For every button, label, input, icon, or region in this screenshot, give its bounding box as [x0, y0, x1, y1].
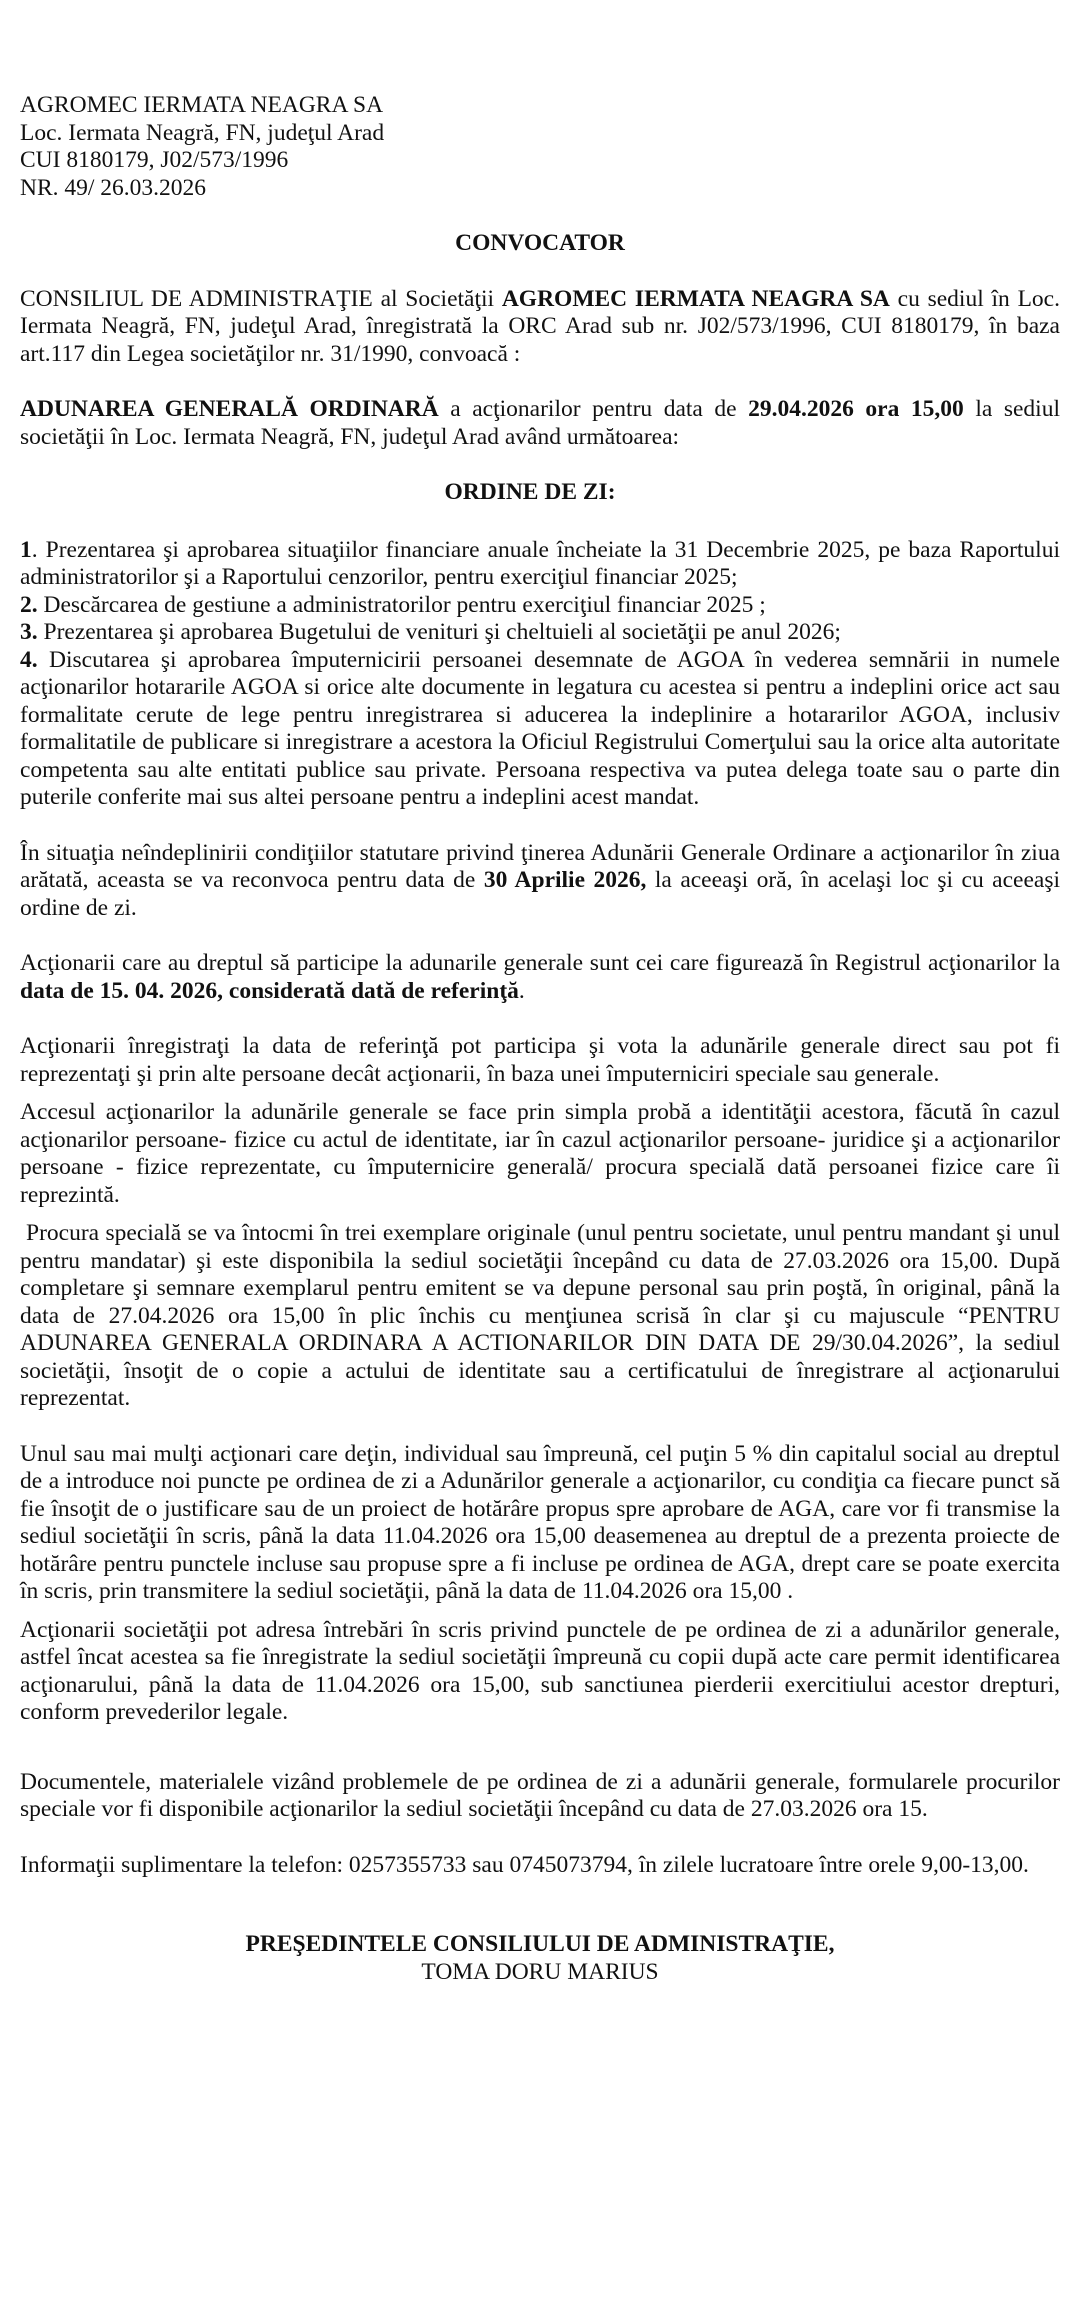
company-registration: CUI 8180179, J02/573/1996 — [20, 147, 289, 173]
reference-rest: . — [518, 977, 525, 1004]
intro-rest: cu sediul în Loc. Iermata Neagră, FN, judeţul Arad, înregistrată la ORC Arad sub nr. J02/573/1996, CUI 8180179, în baza art.117 din Legea societăţilor nr. 31/1990, convoacă : — [20, 285, 1060, 367]
documents-paragraph: Documentele, materialele vizând problemele de pe ordinea de zi a adunării generale, formularele procurilor speciale vor fi disponibile acţionarilor la sediul societăţii începând cu data de 27.03.2026 ora 15. — [20, 1768, 1060, 1822]
assembly-date: 29.04.2026 ora 15,00 — [748, 396, 964, 422]
assembly-mid: a acţionarilor pentru data de — [438, 396, 749, 422]
agenda-title: ORDINE DE ZI: — [444, 479, 616, 505]
agenda-item — [20, 619, 1060, 647]
intro-lead: CONSILIUL DE ADMINISTRAŢIE al Societăţii — [20, 285, 502, 312]
intro-paragraph — [20, 286, 1060, 369]
agenda-item-number: 2. — [20, 591, 38, 618]
reconvene-paragraph — [20, 840, 1060, 923]
intro-company: AGROMEC IERMATA NEAGRA SA — [501, 285, 890, 312]
agenda-item-text: Discutarea şi aprobarea împuternicirii persoanei desemnate de AGOA în vederea semnării in numele acţionarilor hotararile AGOA si orice alte documente in legatura cu acestea si pentru a indeplini orice act sau formalitate cerute de lege pentru inregistrarea si aducerea la indeplinire a hotararilor AGOA, inclusiv formalitatile de publicare si inregistrare a acestora la Oficiul Registrului Comerţului sau la orice alta autoritate competenta sau alte entitati publice sau private. Persoana respectiva va putea delega toate sau o parte din puterile conferite mai sus altei persoane pentru a indeplini acest mandat. — [20, 646, 1060, 810]
agenda-item-text: . Prezentarea şi aprobarea situaţiilor financiare anuale încheiate la 31 Decembrie 2025, pe baza Raportului administratorilor şi a Raportului cenzorilor, pentru exerciţiul financiar 2025; — [20, 536, 1060, 590]
agenda-item-text: Descărcarea de gestiune a administratorilor pentru exerciţiul financiar 2025 ; — [37, 591, 766, 618]
questions-paragraph: Acţionarii societăţii pot adresa întrebări în scris privind punctele de pe ordinea de zi a adunărilor generale, astfel încat acestea sa fie înregistrate la sediul societăţii împreună cu copii după acte care permit identificarea acţionarului, până la data de 11.04.2026 ora 15,00, sub sanctiunea pierderii exercitiului acestor drepturi, conform prevederilor legale. — [20, 1616, 1060, 1725]
signatory-role: PREŞEDINTELE CONSILIULUI DE ADMINISTRAŢIE, — [245, 1931, 835, 1957]
document-title: CONVOCATOR — [455, 230, 625, 256]
agenda-item-number: 1 — [20, 536, 32, 563]
agenda-item — [20, 537, 1060, 592]
agenda-item-number: 4. — [20, 646, 38, 673]
agenda-item — [20, 592, 1060, 620]
reconvene-lead: În situaţia neîndeplinirii condiţiilor statutare privind ţinerea Adunării Generale Ordinare a acţionarilor în ziua arătată, aceasta se va reconvoca pentru data de — [20, 839, 1060, 893]
agenda-item — [20, 647, 1060, 812]
reference-date: data de 15. 04. 2026, considerată dată de referinţă — [20, 977, 519, 1004]
agenda-item-number: 3. — [20, 619, 38, 645]
proxy-paragraph: Procura specială se va întocmi în trei exemplare originale (unul pentru societate, unul pentru mandant şi unul pentru mandatar) şi este disponibila la sediul societăţii începând cu data de 27.03.2026 ora 15,00. După completare şi semnare exemplarul pentru emitent se va depune personal sau prin poştă, în original, până la data de 27.04.2026 ora 15,00 în plic închis cu menţiunea scrisă în clar şi cu majuscule “PENTRU ADUNAREA GENERALA ORDINARA A ACTIONARILOR DIN DATA DE 29/30.04.2026”, la sediul societăţii, însoţit de o copie a actului de identitate sau a certificatului de înregistrare al acţionarului reprezentat. — [20, 1220, 1060, 1411]
reference-lead: Acţionarii care au dreptul să participe la adunarile generale sunt cei care figurează în Registrul acţionarilor la — [20, 950, 1060, 976]
agenda-points-paragraph: Unul sau mai mulţi acţionari care deţin, individual sau împreună, cel puţin 5 % din capitalul social au dreptul de a introduce noi puncte pe ordinea de zi a Adunărilor generale a acţionarilor, cu condiţia ca fiecare punct să fie însoţit de o justificare sau de un proiect de hotărâre propus spre aprobare de AGA, care vor fi transmise la sediul societăţii în scris, până la data 11.04.2026 ora 15,00 deasemenea au dreptul de a prezenta proiecte de hotărâre pentru punctele incluse sau propuse spre a fi incluse pe ordinea de AGA, drept care se poate exercita în scris, prin transmitere la sediul societăţii, până la data de 11.04.2026 ora 15,00 . — [20, 1440, 1060, 1604]
convocation-document — [20, 92, 1060, 1986]
reference-date-paragraph — [20, 950, 1060, 1005]
access-paragraph: Accesul acţionarilor la adunările generale se face prin simpla probă a identităţii acestora, făcută în cazul acţionarilor persoane- fizice cu actul de identitate, iar în cazul acţionarilor persoane- juridice şi a acţionarilor persoane - fizice reprezentate, cu împuternicire generală/ procura specială dată persoanei fizice care îi reprezintă. — [20, 1099, 1060, 1208]
contact-info-paragraph: Informaţii suplimentare la telefon: 0257355733 sau 0745073794, în zilele lucratoare între orele 9,00-13,00. — [20, 1851, 1029, 1878]
assembly-rest: la sediul societăţii în Loc. Iermata Neagră, FN, judeţul Arad având următoarea: — [20, 396, 1060, 450]
voting-paragraph: Acţionarii înregistraţi la data de referinţă pot participa şi vota la adunările generale direct sau pot fi reprezentaţi şi prin alte persoane decât acţionarii, în baza unei împuterniciri speciale sau generale. — [20, 1033, 1060, 1087]
agenda-item-text: Prezentarea şi aprobarea Bugetului de venituri şi cheltuieli al societăţii pe anul 2026; — [37, 619, 841, 645]
signatory-name: TOMA DORU MARIUS — [421, 1958, 659, 1985]
assembly-name: ADUNAREA GENERALĂ ORDINARĂ — [20, 396, 439, 422]
signature-block — [20, 1931, 1060, 1986]
agenda-list — [20, 537, 1060, 812]
assembly-paragraph — [20, 396, 1060, 451]
reconvene-rest: la aceeaşi oră, în acelaşi loc şi cu aceeaşi ordine de zi. — [20, 867, 1061, 921]
company-name: AGROMEC IERMATA NEAGRA SA — [20, 92, 384, 118]
company-header — [20, 92, 1060, 202]
reconvene-date: 30 Aprilie 2026, — [483, 867, 647, 893]
company-address: Loc. Iermata Neagră, FN, judeţul Arad — [20, 119, 385, 146]
document-number: NR. 49/ 26.03.2026 — [20, 174, 207, 201]
